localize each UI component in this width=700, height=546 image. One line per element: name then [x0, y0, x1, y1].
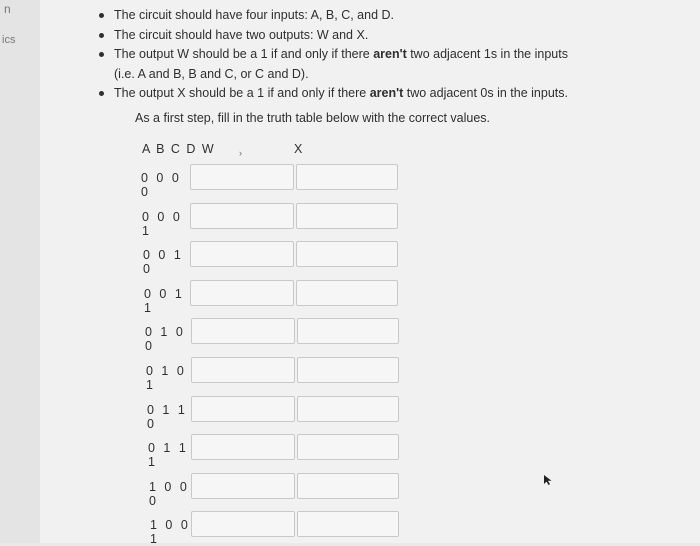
row-inputs-label: 0 1 1 1: [148, 441, 189, 469]
x-output-field[interactable]: [297, 396, 399, 422]
x-output-field[interactable]: [297, 511, 399, 537]
requirement-item: [98, 6, 598, 26]
w-output-field[interactable]: [191, 473, 295, 499]
row-inputs-label: 0 1 0 0: [145, 325, 186, 353]
table-header-x: X: [294, 142, 304, 156]
requirements-list: [98, 6, 598, 104]
speck-mark: ›: [239, 148, 242, 158]
requirement-text: The circuit should have four inputs: A, B, C, and D.: [114, 8, 395, 22]
sidebar-cut-text-mid: ics: [2, 34, 16, 46]
row-inputs-label: 1 0 0 0: [149, 480, 190, 508]
x-output-field[interactable]: [296, 241, 398, 267]
requirement-item: [98, 84, 598, 104]
w-output-field[interactable]: [191, 357, 295, 383]
row-inputs-label: 1 0 0 1: [150, 518, 191, 546]
requirement-text: two adjacent 0s in the inputs.: [403, 86, 568, 100]
instruction-text: As a first step, fill in the truth table below with the correct values.: [135, 111, 491, 125]
w-output-field[interactable]: [190, 164, 294, 190]
x-output-field[interactable]: [296, 203, 398, 229]
row-inputs-label: 0 0 1 1: [144, 287, 185, 315]
row-inputs-label: 0 1 0 1: [146, 364, 187, 392]
requirement-item: [98, 26, 598, 46]
x-output-field[interactable]: [297, 357, 399, 383]
sidebar-strip: [0, 0, 40, 543]
requirement-emphasis: aren't: [373, 47, 407, 61]
requirement-text: The circuit should have two outputs: W and X.: [114, 27, 369, 42]
requirement-text-continued: (i.e. A and B, B and C, or C and D).: [114, 66, 309, 81]
w-output-field[interactable]: [190, 203, 294, 229]
requirement-item: [98, 45, 598, 84]
requirement-text: The output X should be a 1 if and only if there: [114, 86, 370, 100]
w-output-field[interactable]: [191, 434, 295, 460]
w-output-field[interactable]: [191, 318, 295, 344]
requirement-emphasis: aren't: [369, 86, 404, 100]
x-output-field[interactable]: [297, 473, 399, 499]
row-inputs-label: 0 0 0 0: [141, 171, 182, 199]
row-inputs-label: 0 0 1 0: [143, 248, 184, 276]
mouse-pointer-icon: [543, 474, 555, 486]
requirement-text: two adjacent 1s in the inputs: [406, 47, 568, 61]
x-output-field[interactable]: [296, 164, 398, 190]
x-output-field[interactable]: [297, 318, 399, 344]
w-output-field[interactable]: [191, 396, 295, 422]
w-output-field[interactable]: [191, 511, 295, 537]
row-inputs-label: 0 1 1 0: [147, 403, 188, 431]
sidebar-cut-text-top: n: [4, 2, 11, 16]
row-inputs-label: 0 0 0 1: [142, 210, 183, 238]
w-output-field[interactable]: [190, 280, 294, 306]
x-output-field[interactable]: [296, 280, 398, 306]
requirement-text: The output W should be a 1 if and only if there: [114, 47, 374, 61]
x-output-field[interactable]: [297, 434, 399, 460]
table-header-inputs-w: A B C D W: [142, 142, 216, 156]
w-output-field[interactable]: [190, 241, 294, 267]
